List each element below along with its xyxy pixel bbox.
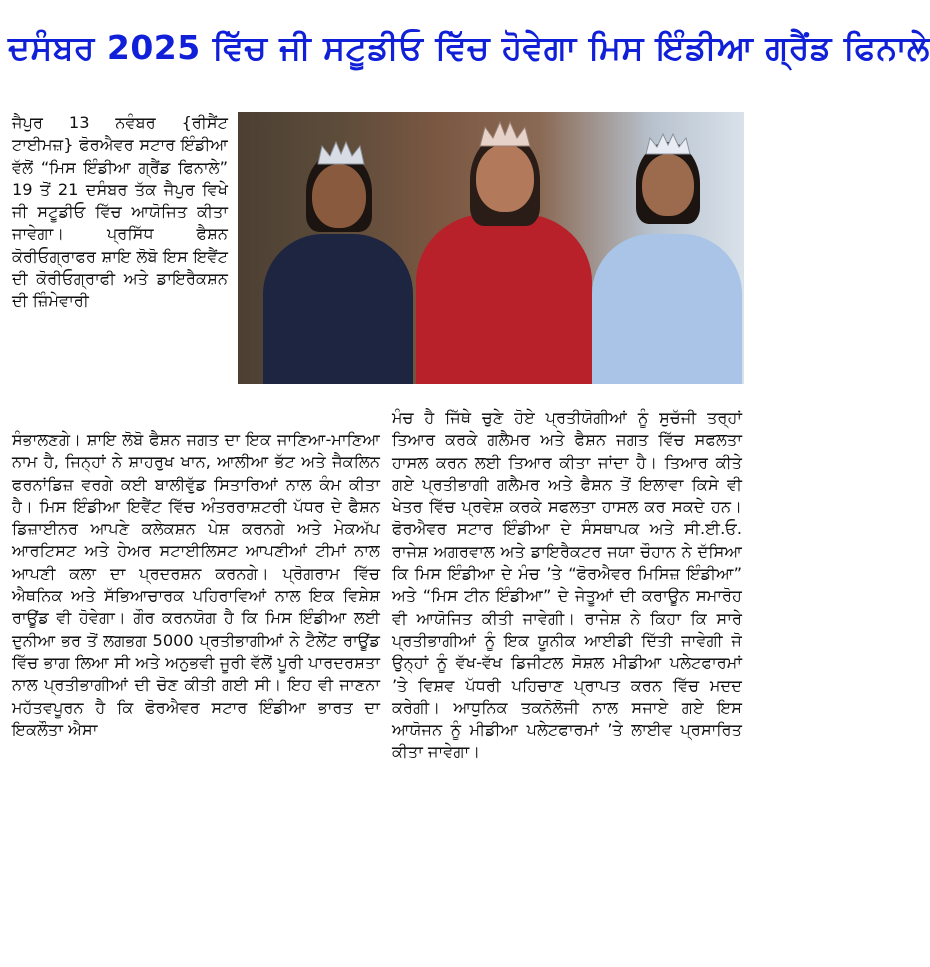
model-right [588,112,744,384]
model-right-face [642,154,694,216]
model-center-crown-icon [478,118,532,148]
model-left-gown [263,234,413,384]
model-right-crown-icon [644,130,692,156]
models-photo [238,112,744,384]
headline: ਦਸੰਬਰ 2025 ਵਿੱਚ ਜੀ ਸਟੂਡੀਓ ਵਿੱਚ ਹੋਵੇਗਾ ਮਿਸ ਇੰਡੀਆ ਗ੍ਰੈਂਡ ਫਿਨਾਲੇ [8,28,930,67]
model-left-crown-icon [316,138,366,166]
article-text-right: ਮੰਚ ਹੈ ਜਿੱਥੇ ਚੁਣੇ ਹੋਏ ਪ੍ਰਤੀਯੋਗੀਆਂ ਨੂੰ ਸੁਚੱਜੀ ਤਰ੍ਹਾਂ ਤਿਆਰ ਕਰਕੇ ਗਲੈਮਰ ਅਤੇ ਫੈਸ਼ਨ ਜਗਤ ਵਿੱਚ ਸਫਲਤਾ ਹਾਸਲ ਕਰਨ ਲਈ ਤਿਆਰ ਕੀਤਾ ਜਾਂਦਾ ਹੈ। ਤਿਆਰ ਕੀਤੇ ਗਏ ਪ੍ਰਤੀਭਾਗੀ ਗਲੈਮਰ ਅਤੇ ਫੈਸ਼ਨ ਤੋਂ ਇਲਾਵਾ ਕਿਸੇ ਵੀ ਖੇਤਰ ਵਿੱਚ ਪ੍ਰਵੇਸ਼ ਕਰਕੇ ਸਫਲਤਾ ਹਾਸਲ ਕਰ ਸਕਦੇ ਹਨ। ਫੋਰਐਵਰ ਸਟਾਰ ਇੰਡੀਆ ਦੇ ਸੰਸਥਾਪਕ ਅਤੇ ਸੀ.ਈ.ਓ. ਰਾਜੇਸ਼ ਅਗਰਵਾਲ ਅਤੇ ਡਾਇਰੈਕਟਰ ਜਯਾ ਚੌਹਾਨ ਨੇ ਦੱਸਿਆ ਕਿ ਮਿਸ ਇੰਡੀਆ ਦੇ ਮੰਚ ’ਤੇ “ਫੋਰਐਵਰ ਮਿਸਿਜ਼ ਇੰਡੀਆ” ਅਤੇ “ਮਿਸ ਟੀਨ ਇੰਡੀਆ” ਦੇ ਜੇਤੂਆਂ ਦੀ ਕਰਾਊਨ ਸਮਾਰੋਹ ਵੀ ਆਯੋਜਿਤ ਕੀਤੀ ਜਾਵੇਗੀ। ਰਾਜੇਸ਼ ਨੇ ਕਿਹਾ ਕਿ ਸਾਰੇ ਪ੍ਰਤੀਭਾਗੀਆਂ ਨੂੰ ਇਕ ਯੂਨੀਕ ਆਈਡੀ ਦਿੱਤੀ ਜਾਵੇਗੀ ਜੋ ਉਨ੍ਹਾਂ ਨੂੰ ਵੱਖ-ਵੱਖ ਡਿਜੀਟਲ ਸੋਸ਼ਲ ਮੀਡੀਆ ਪਲੇਟਫਾਰਮਾਂ ’ਤੇ ਵਿਸ਼ਵ ਪੱਧਰੀ ਪਹਿਚਾਣ ਪ੍ਰਾਪਤ ਕਰਨ ਵਿੱਚ ਮਦਦ ਕਰੇਗੀ। ਆਧੁਨਿਕ ਤਕਨੋਲੋਜੀ ਨਾਲ ਸਜਾਏ ਗਏ ਇਸ ਆਯੋਜਨ ਨੂੰ ਮੀਡੀਆ ਪਲੇਟਫਾਰਮਾਂ ’ਤੇ ਲਾਈਵ ਪ੍ਰਸਾਰਿਤ ਕੀਤਾ ਜਾਵੇਗਾ। [392,408,742,762]
model-left-face [312,164,366,228]
model-left [258,112,418,384]
article-text-left-top: ਜੈਪੁਰ 13 ਨਵੰਬਰ {ਰੀਸੈਂਟ ਟਾਈਮਜ਼} ਫੋਰਐਵਰ ਸਟਾਰ ਇੰਡੀਆ ਵੱਲੋਂ “ਮਿਸ ਇੰਡੀਆ ਗ੍ਰੈਂਡ ਫਿਨਾਲੇ” 19 ਤੋਂ 21 ਦਸੰਬਰ ਤੱਕ ਜੈਪੁਰ ਵਿਖੇ ਜੀ ਸਟੂਡੀਓ ਵਿੱਚ ਆਯੋਜਿਤ ਕੀਤਾ ਜਾਵੇਗਾ। ਪ੍ਰਸਿੱਧ ਫੈਸ਼ਨ ਕੋਰੀਓਗ੍ਰਾਫਰ ਸ਼ਾਇ ਲੋਬੋ ਇਸ ਇਵੈਂਟ ਦੀ ਕੋਰੀਓਗ੍ਰਾਫੀ ਅਤੇ ਡਾਇਰੈਕਸ਼ਨ ਦੀ ਜ਼ਿੰਮੇਵਾਰੀ [12,113,228,311]
model-right-saree [592,234,742,384]
model-center-gown [416,214,592,384]
model-center-face [476,144,534,212]
article-text-left-bottom: ਸੰਭਾਲਣਗੇ। ਸ਼ਾਇ ਲੋਬੋ ਫੈਸ਼ਨ ਜਗਤ ਦਾ ਇਕ ਜਾਣਿਆ-ਮਾਣਿਆ ਨਾਮ ਹੈ, ਜਿਨ੍ਹਾਂ ਨੇ ਸ਼ਾਹਰੁਖ ਖਾਨ, ਆਲੀਆ ਭੱਟ ਅਤੇ ਜੈਕਲਿਨ ਫਰਨਾਂਡਿਜ਼ ਵਰਗੇ ਕਈ ਬਾਲੀਵੁੱਡ ਸਿਤਾਰਿਆਂ ਨਾਲ ਕੰਮ ਕੀਤਾ ਹੈ। ਮਿਸ ਇੰਡੀਆ ਇਵੈਂਟ ਵਿੱਚ ਅੰਤਰਰਾਸ਼ਟਰੀ ਪੱਧਰ ਦੇ ਫੈਸ਼ਨ ਡਿਜ਼ਾਈਨਰ ਆਪਣੇ ਕਲੇਕਸ਼ਨ ਪੇਸ਼ ਕਰਨਗੇ ਅਤੇ ਮੇਕਅੱਪ ਆਰਟਿਸਟ ਅਤੇ ਹੇਅਰ ਸਟਾਈਲਿਸਟ ਆਪਣੀਆਂ ਟੀਮਾਂ ਨਾਲ ਆਪਣੀ ਕਲਾ ਦਾ ਪ੍ਰਦਰਸ਼ਨ ਕਰਨਗੇ। ਪ੍ਰੋਗਰਾਮ ਵਿੱਚ ਐਥਨਿਕ ਅਤੇ ਸੱਭਿਆਚਾਰਕ ਪਹਿਰਾਵਿਆਂ ਨਾਲ ਇਕ ਵਿਸ਼ੇਸ਼ ਰਾਊਂਡ ਵੀ ਹੋਵੇਗਾ। ਗੌਰ ਕਰਨਯੋਗ ਹੈ ਕਿ ਮਿਸ ਇੰਡੀਆ ਲਈ ਦੁਨੀਆ ਭਰ ਤੋਂ ਲਗਭਗ 5000 ਪ੍ਰਤੀਭਾਗੀਆਂ ਨੇ ਟੈਲੇਂਟ ਰਾਊਂਡ ਵਿੱਚ ਭਾਗ ਲਿਆ ਸੀ ਅਤੇ ਅਨੁਭਵੀ ਜੂਰੀ ਵੱਲੋਂ ਪੂਰੀ ਪਾਰਦਰਸ਼ਤਾ ਨਾਲ ਪ੍ਰਤੀਭਾਗੀਆਂ ਦੀ ਚੋਣ ਕੀਤੀ ਗਈ ਸੀ। ਇਹ ਵੀ ਜਾਣਨਾ ਮਹੱਤਵਪੂਰਨ ਹੈ ਕਿ ਫੋਰਐਵਰ ਸਟਾਰ ਇੰਡੀਆ ਭਾਰਤ ਦਾ ਇਕਲੌਤਾ ਐਸਾ [12,430,380,739]
model-center [416,112,592,384]
